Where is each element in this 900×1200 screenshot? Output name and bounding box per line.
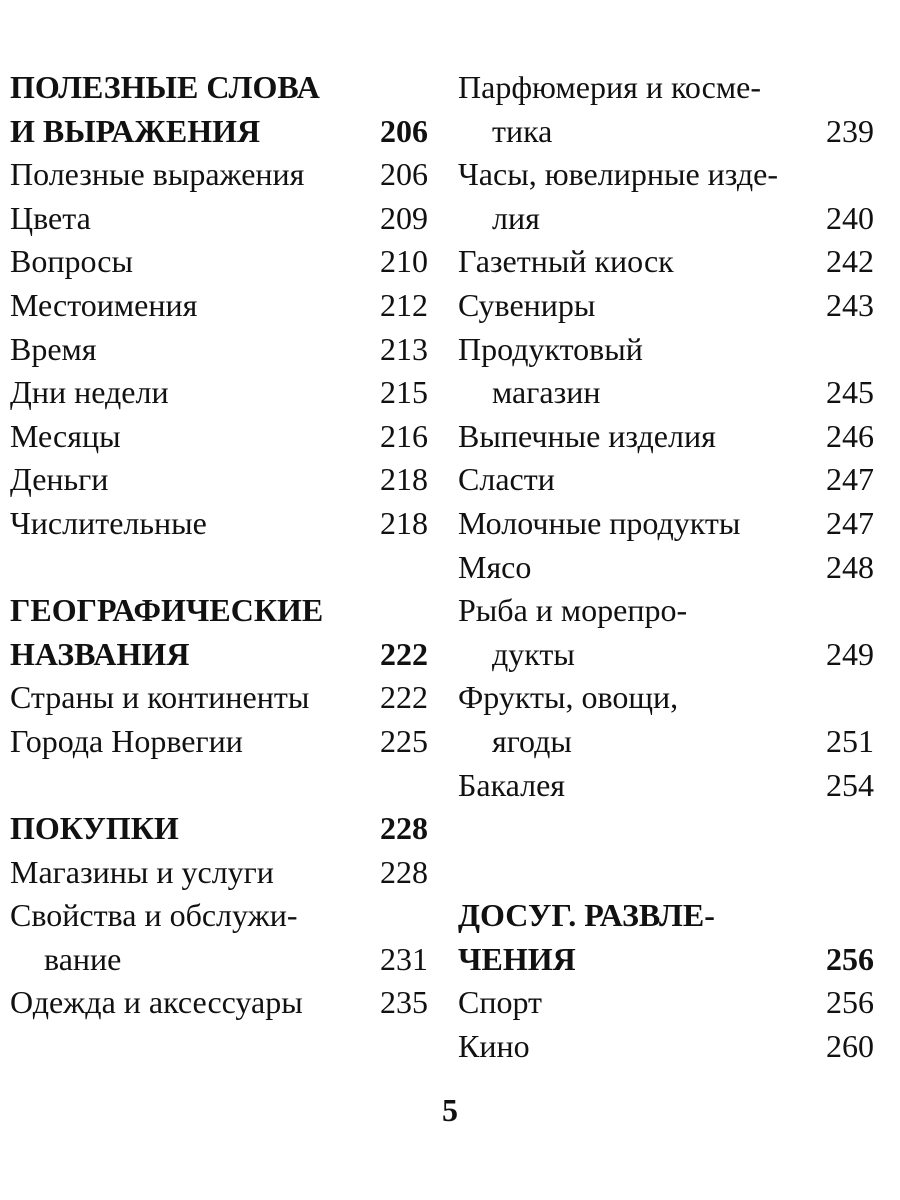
toc-section-heading (10, 110, 428, 154)
toc-entry-title: Цвета (10, 199, 91, 236)
toc-section-heading (458, 938, 874, 982)
toc-entry (10, 153, 428, 197)
toc-entry (458, 371, 874, 415)
toc-page-number: 222 (380, 679, 428, 716)
toc-entry-title: Время (10, 330, 97, 367)
toc-page-number: 239 (826, 112, 874, 149)
toc-entry-title: Города Норвегии (10, 722, 243, 759)
toc-entry-title: Газетный киоск (458, 243, 674, 280)
toc-section-heading (10, 807, 428, 851)
toc-page-number: 218 (380, 461, 428, 498)
toc-page-number: 206 (380, 156, 428, 193)
toc-entry (10, 458, 428, 502)
toc-entry (10, 894, 428, 938)
toc-entry-title: И ВЫРАЖЕНИЯ (10, 112, 261, 149)
toc-entry (458, 720, 874, 764)
toc-page-number: 247 (826, 504, 874, 541)
toc-page-number: 251 (826, 722, 874, 759)
toc-entry-title: Кино (458, 1028, 530, 1065)
toc-page-number: 240 (826, 199, 874, 236)
toc-entry (458, 546, 874, 590)
toc-page-number: 228 (380, 853, 428, 890)
toc-entry-title: Дни недели (10, 374, 169, 411)
toc-entry (458, 415, 874, 459)
toc-entry-title: тика (492, 112, 553, 149)
toc-entry-title: Сувениры (458, 286, 596, 323)
toc-entry (458, 153, 874, 197)
toc-page-number: 246 (826, 417, 874, 454)
section-spacer (458, 851, 874, 895)
toc-page-number: 254 (826, 766, 874, 803)
toc-entry (458, 502, 874, 546)
toc-entry-title: Магазины и услуги (10, 853, 274, 890)
toc-left-column (10, 66, 428, 1025)
toc-entry (10, 851, 428, 895)
toc-entry-title: Полезные выражения (10, 156, 305, 193)
toc-entry-title: Спорт (458, 984, 543, 1021)
toc-entry-title: Парфюмерия и косме- (458, 69, 761, 105)
toc-entry (458, 981, 874, 1025)
toc-page-number: 247 (826, 461, 874, 498)
toc-entry (458, 458, 874, 502)
toc-entry-title: Часы, ювелирные изде- (458, 156, 778, 193)
toc-entry-title: Фрукты, овощи, (458, 679, 679, 716)
toc-page-number: 222 (380, 635, 428, 672)
toc-entry-title: Деньги (10, 461, 109, 498)
toc-entry-title: ягоды (492, 722, 572, 759)
toc-entry-title: лия (492, 199, 540, 236)
toc-entry (458, 589, 874, 633)
toc-entry (458, 633, 874, 677)
toc-page-number: 218 (380, 504, 428, 541)
toc-entry (458, 66, 874, 110)
toc-page-number: 206 (380, 112, 428, 149)
toc-page-number: 256 (826, 984, 874, 1021)
toc-entry-title: Страны и континенты (10, 679, 310, 716)
toc-entry-title: Местоимения (10, 286, 198, 323)
toc-entry (10, 240, 428, 284)
toc-entry (458, 676, 874, 720)
toc-entry-title: НАЗВАНИЯ (10, 635, 190, 672)
toc-entry-title: магазин (492, 374, 601, 411)
toc-right-column (458, 66, 874, 1069)
toc-entry-title: ГЕОГРАФИЧЕСКИЕ (10, 592, 324, 629)
toc-section-heading (10, 633, 428, 677)
toc-entry (10, 938, 428, 982)
toc-entry-title: Мясо (458, 548, 532, 585)
toc-page-number: 210 (380, 243, 428, 280)
toc-entry-title: Выпечные изделия (458, 417, 716, 454)
toc-section-heading (10, 589, 428, 633)
toc-entry-title: ПОЛЕЗНЫЕ СЛОВА (10, 69, 320, 105)
toc-entry-title: Числительные (10, 504, 207, 541)
toc-section-heading (10, 66, 428, 110)
toc-entry-title: Продуктовый (458, 330, 643, 367)
toc-entry (10, 371, 428, 415)
section-spacer (10, 764, 428, 808)
toc-entry-title: Рыба и морепро- (458, 592, 688, 629)
toc-page-number: 243 (826, 286, 874, 323)
toc-entry-title: ПОКУПКИ (10, 810, 179, 847)
toc-section-heading (458, 894, 874, 938)
toc-page-number: 256 (826, 940, 874, 977)
toc-entry (458, 284, 874, 328)
toc-entry-title: Месяцы (10, 417, 121, 454)
section-spacer (458, 807, 874, 851)
toc-entry-title: дукты (492, 635, 575, 672)
toc-page-number: 213 (380, 330, 428, 367)
toc-entry (10, 415, 428, 459)
toc-page-number: 209 (380, 199, 428, 236)
toc-page-number: 212 (380, 286, 428, 323)
toc-page-number: 216 (380, 417, 428, 454)
section-spacer (10, 546, 428, 590)
toc-entry (458, 1025, 874, 1069)
toc-page-number: 260 (826, 1028, 874, 1065)
toc-entry (458, 197, 874, 241)
toc-page-number: 235 (380, 984, 428, 1021)
toc-entry-title: Одежда и аксессуары (10, 984, 303, 1021)
toc-entry-title: Свойства и обслужи- (10, 897, 298, 934)
toc-entry-title: Сласти (458, 461, 555, 498)
toc-page-number: 249 (826, 635, 874, 672)
toc-page-number: 225 (380, 722, 428, 759)
toc-entry-title: Молочные продукты (458, 504, 741, 541)
toc-page-number: 248 (826, 548, 874, 585)
toc-entry (10, 676, 428, 720)
toc-entry (10, 981, 428, 1025)
toc-entry-title: Вопросы (10, 243, 133, 280)
toc-page-number: 215 (380, 374, 428, 411)
toc-entry (10, 197, 428, 241)
toc-entry-title: ЧЕНИЯ (458, 940, 576, 977)
toc-entry (458, 328, 874, 372)
toc-page-number: 231 (380, 940, 428, 977)
toc-entry-title: ДОСУГ. РАЗВЛЕ- (458, 897, 715, 934)
page-number: 5 (442, 1092, 458, 1128)
toc-entry (10, 284, 428, 328)
toc-page-number: 228 (380, 810, 428, 847)
toc-entry (10, 720, 428, 764)
toc-entry (10, 328, 428, 372)
toc-page-number: 242 (826, 243, 874, 280)
toc-page-number: 245 (826, 374, 874, 411)
toc-entry-title: Бакалея (458, 766, 566, 803)
toc-entry (458, 764, 874, 808)
toc-entry-title: вание (44, 940, 122, 977)
toc-entry (458, 240, 874, 284)
toc-entry (10, 502, 428, 546)
toc-entry (458, 110, 874, 154)
